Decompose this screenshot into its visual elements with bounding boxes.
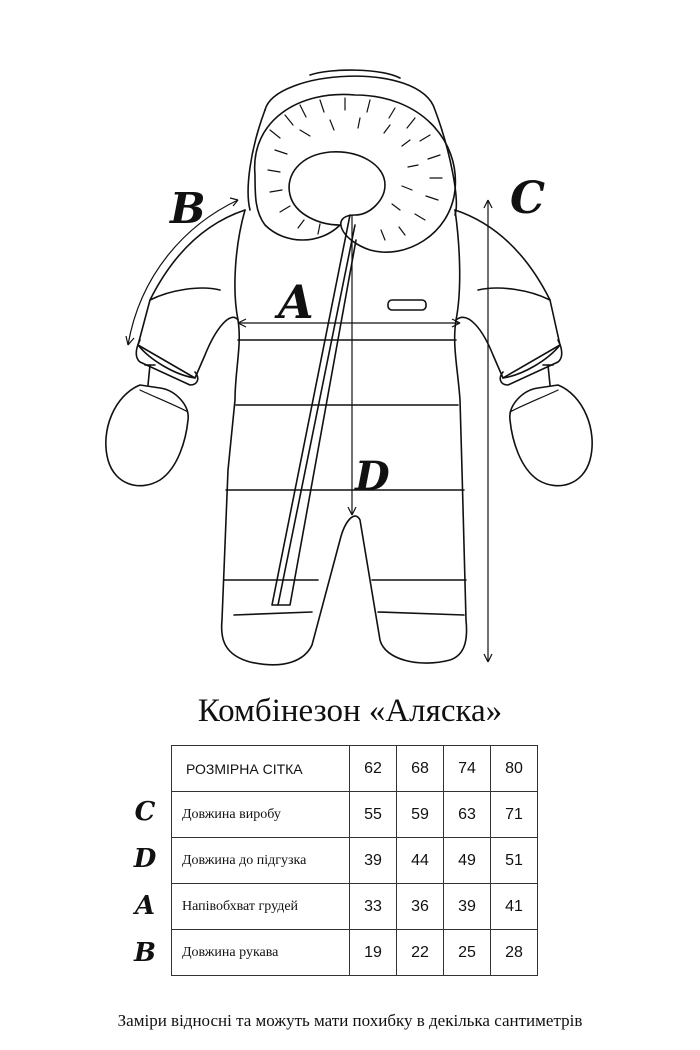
cell: 33 xyxy=(350,884,397,930)
size-table xyxy=(171,745,538,976)
cell: 63 xyxy=(444,792,491,838)
cell: 41 xyxy=(491,884,538,930)
size-74: 74 xyxy=(444,746,491,792)
row-letter-c: C xyxy=(134,797,156,827)
cell: 39 xyxy=(350,838,397,884)
cell: 25 xyxy=(444,930,491,976)
zipper xyxy=(272,215,356,605)
row-label: Довжина рукава xyxy=(172,930,350,976)
cell: 28 xyxy=(491,930,538,976)
table-row xyxy=(172,884,538,930)
cell: 49 xyxy=(444,838,491,884)
table-row xyxy=(172,930,538,976)
size-62: 62 xyxy=(350,746,397,792)
hood-outline xyxy=(265,76,456,215)
cell: 44 xyxy=(397,838,444,884)
row-label: Довжина до підгузка xyxy=(172,838,350,884)
row-letter-d: D xyxy=(133,844,157,874)
row-letter-a: A xyxy=(134,891,156,921)
label-d: D xyxy=(355,453,390,500)
cell: 36 xyxy=(397,884,444,930)
right-sleeve xyxy=(455,210,560,378)
left-sleeve xyxy=(138,210,245,378)
row-letter-b: B xyxy=(134,938,156,968)
label-a: A xyxy=(278,275,314,329)
cell: 19 xyxy=(350,930,397,976)
row-label: Довжина виробу xyxy=(172,792,350,838)
cell: 59 xyxy=(397,792,444,838)
cell: 51 xyxy=(491,838,538,884)
table-row xyxy=(172,838,538,884)
table-row xyxy=(172,792,538,838)
row-label: Напівобхват грудей xyxy=(172,884,350,930)
header-label: РОЗМІРНА СІТКА xyxy=(172,746,350,792)
cell: 22 xyxy=(397,930,444,976)
cell: 71 xyxy=(491,792,538,838)
label-c: C xyxy=(510,173,546,224)
table-header-row xyxy=(172,746,538,792)
cell: 55 xyxy=(350,792,397,838)
cell: 39 xyxy=(444,884,491,930)
footnote: Заміри відносні та можуть мати похибку в декілька сантиметрів xyxy=(117,1011,583,1030)
size-68: 68 xyxy=(397,746,444,792)
label-b: B xyxy=(170,184,206,233)
left-mitten xyxy=(106,385,188,486)
right-mitten xyxy=(510,385,592,486)
product-title: Комбінезон «Аляска» xyxy=(197,693,503,729)
size-80: 80 xyxy=(491,746,538,792)
